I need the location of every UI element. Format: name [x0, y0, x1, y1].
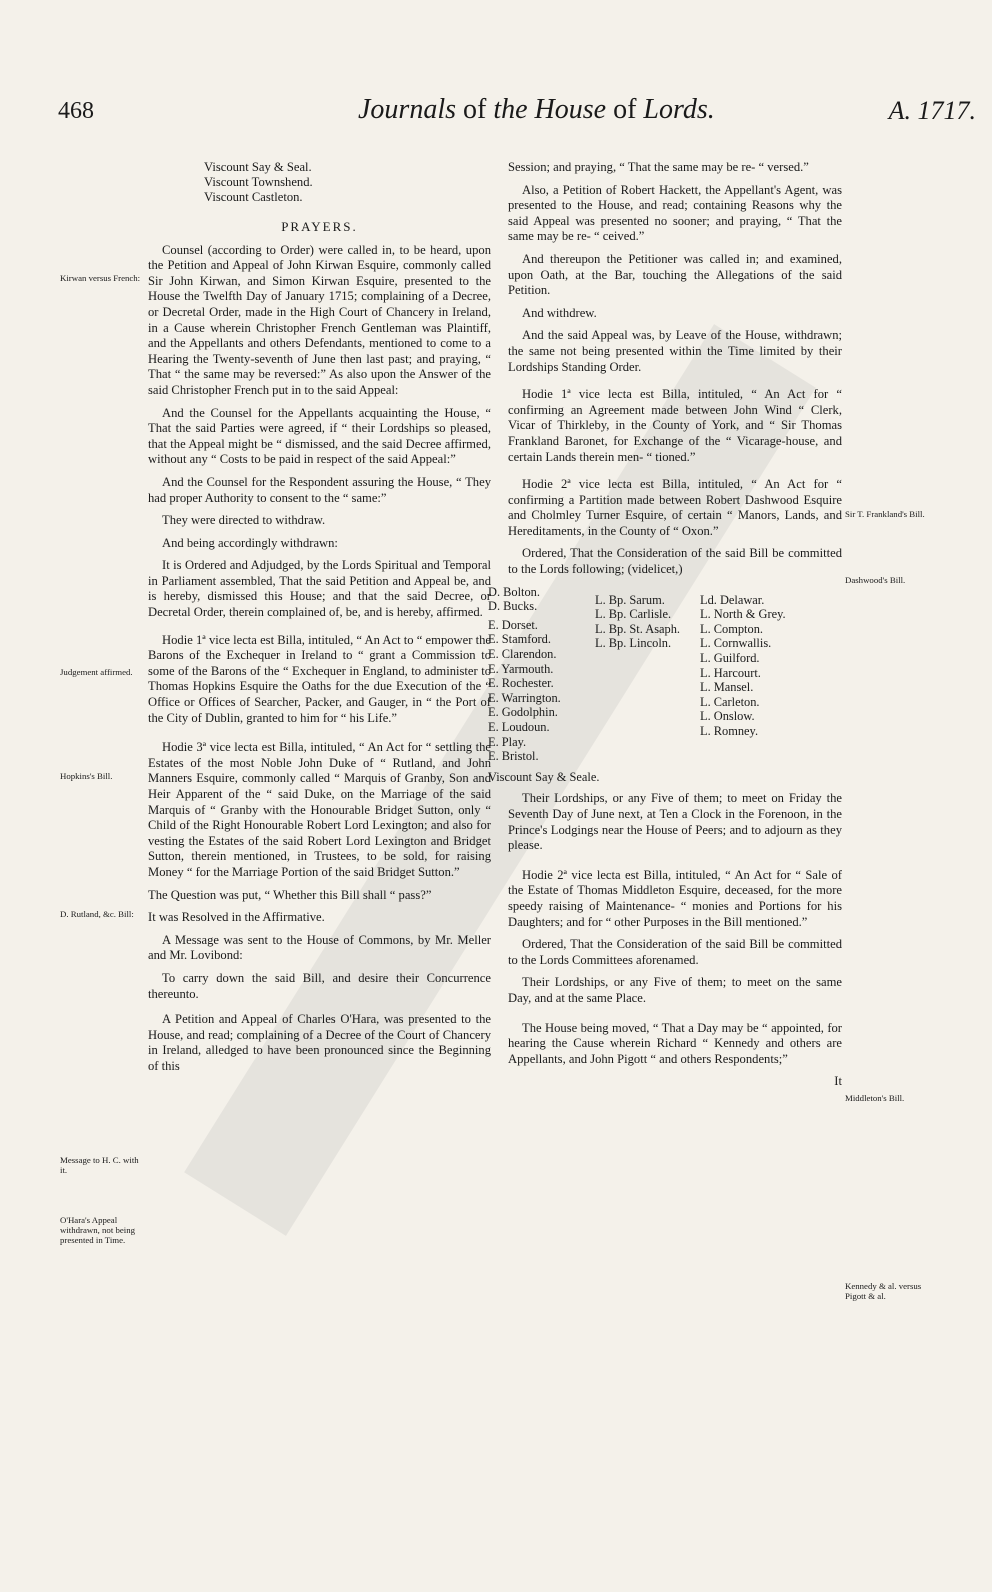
lord-entry: L. Cornwallis. — [700, 636, 772, 651]
lord-entry: Ld. Delawar. — [700, 592, 765, 607]
lord-entry: L. Guilford. — [700, 651, 760, 666]
title-of: of — [463, 94, 487, 125]
lord-entry: E. Yarmouth. — [488, 661, 554, 676]
hackett-paragraph: Also, a Petition of Robert Hackett, the Appellant's Agent, was presented to the House, and read; containing Reasons why the said Appeal was presented no sooner; and praying, “ That the same may be re- “ ceived.” — [508, 182, 842, 244]
kirwan-paragraph-2: And the Counsel for the Appellants acquainting the House, “ That the said Parties were agreed, if “ their Lordships so pleased, that the Appeal might be “ dismissed, and the said Decree affirmed, without any “ Costs to be paid in respect of the said Appeal:” — [148, 405, 491, 467]
margin-note-kirwan: Kirwan versus French: — [60, 273, 141, 283]
page-header — [58, 94, 976, 132]
judgement-paragraph: It is Ordered and Adjudged, by the Lords Spiritual and Temporal in Parliament assembled, That the said Petition and Appeal be, and is hereby, dismissed this House; and that the said Decree, or Decretal Order, therein complained of, be, and is hereby, affirmed. — [148, 558, 491, 620]
margin-note-rutland: D. Rutland, &c. Bill: — [60, 909, 134, 919]
lord-entry: L. Carleton. — [700, 694, 760, 709]
lord-entry: L. Bp. St. Asaph. — [595, 621, 681, 636]
withdrawn-paragraph: And the said Appeal was, by Leave of the House, withdrawn; the same not being presented within the Time limited by their Lordships Standing Order. — [508, 328, 842, 374]
left-column — [148, 160, 491, 1082]
carry-paragraph: To carry down the said Bill, and desire their Concurrence thereunto. — [148, 970, 491, 1001]
question-paragraph: The Question was put, “ Whether this Bill shall “ pass?” — [148, 887, 432, 902]
resolved-paragraph: It was Resolved in the Affirmative. — [148, 910, 325, 925]
lord-entry: L. Romney. — [700, 724, 759, 738]
running-title — [358, 94, 715, 126]
ordered-paragraph-2: Ordered, That the Consideration of the said Bill be committed to the Lords Committees aforenamed. — [508, 937, 842, 967]
lord-entry: E. Play. — [488, 734, 527, 749]
margin-note-message: Message to H. C. with it. — [60, 1155, 139, 1175]
lord-entry: L. Onslow. — [700, 709, 755, 724]
margin-note-dashwood: Dashwood's Bill. — [845, 575, 906, 585]
dashwood-bill-paragraph: Hodie 2ª vice lecta est Billa, intituled, “ An Act for “ confirming a Partition made between Robert Dashwood Esquire and Cholmley Turner Esquire, of certain “ Manors, Lands, and Hereditaments, in the County of “ Oxon.” — [508, 477, 842, 538]
viscount-say-seale: Viscount Say & Seale. — [488, 769, 600, 784]
lord-entry: E. Clarendon. — [488, 647, 557, 662]
lord-entry: L. Bp. Sarum. — [595, 592, 665, 607]
title-house: House — [534, 94, 607, 125]
lords-committee-list — [488, 585, 842, 764]
lord-entry — [595, 585, 700, 593]
continuation-paragraph: Session; and praying, “ That the same may be re- “ versed.” — [508, 160, 809, 174]
right-column — [488, 160, 842, 1090]
withdrew-paragraph: And withdrew. — [522, 305, 597, 320]
lord-entry: D. Bucks. — [488, 599, 538, 614]
frankland-bill-paragraph: Hodie 1ª vice lecta est Billa, intituled, “ An Act for “ confirming an Agreement made between John Wind “ Clerk, Vicar of Thirkleby, in the County of York, and “ Sir Thomas Frankland Baronet, for Exchange of the “ Vicarage-house, and certain Lands therein men- “ tioned.” — [508, 387, 842, 464]
page-number: 468 — [58, 98, 94, 124]
kennedy-paragraph: The House being moved, “ That a Day may be “ appointed, for hearing the Cause wherein Richard “ Kennedy and others are Appellants, and John Pigott “ and others Respondents;” — [508, 1020, 842, 1066]
lord-entry: L. Mansel. — [700, 680, 754, 695]
ohara-paragraph: A Petition and Appeal of Charles O'Hara, was presented to the House, and read; complaining of a Decree of the Court of Chancery in Ireland, alledged to have been pronounced since the Beginning of this — [148, 1012, 491, 1073]
title-the: the — [493, 94, 528, 125]
lord-entry: L. Bp. Lincoln. — [595, 636, 672, 651]
lord-entry: E. Warrington. — [488, 690, 561, 705]
margin-note-ohara: O'Hara's Appeal withdrawn, not being presented in Time. — [60, 1215, 136, 1245]
title-journals: Journals — [358, 94, 456, 125]
lord-entry: L. Compton. — [700, 621, 763, 636]
catchword: It — [834, 1074, 842, 1089]
prayers-heading: PRAYERS. — [281, 219, 358, 234]
lord-entry: E. Rochester. — [488, 676, 554, 691]
lord-entry: E. Dorset. — [488, 617, 538, 632]
examined-paragraph: And thereupon the Petitioner was called in; and examined, upon Oath, at the Bar, touching the Allegations of the said Petition. — [508, 251, 842, 298]
lords-column-2 — [595, 585, 700, 764]
lords-column-1 — [488, 585, 595, 764]
lords-column-3 — [700, 585, 820, 764]
lord-entry: E. Godolphin. — [488, 705, 558, 720]
middleton-bill-paragraph: Hodie 2ª vice lecta est Billa, intituled, “ An Act for “ Sale of the Estate of Thomas Middleton Esquire, deceased, for the more speedy raising of Maintenance- “ monies and Portions for his Daughters; and for “ other Purposes in the Bill mentioned.” — [508, 867, 842, 929]
margin-note-frankland: Sir T. Frankland's Bill. — [845, 509, 925, 519]
lord-entry: L. Bp. Carlisle. — [595, 607, 672, 622]
viscount-castleton: Viscount Castleton. — [204, 190, 303, 204]
meet-paragraph-1: Their Lordships, or any Five of them; to meet on Friday the Seventh Day of June next, at Ten a Clock in the Forenoon, in the Prince's Lodgings near the House of Peers; and to adjourn as they please. — [508, 791, 842, 853]
lord-entry — [700, 585, 820, 593]
ordered-paragraph-1: Ordered, That the Consideration of the said Bill be committed to the Lords following; (videlicet,) — [508, 546, 842, 577]
lord-entry: L. North & Grey. — [700, 607, 786, 622]
viscount-say: Viscount Say & Seal. — [204, 160, 312, 174]
lord-entry: E. Stamford. — [488, 632, 551, 647]
kirwan-paragraph-1: Counsel (according to Order) were called in, to be heard, upon the Petition and Appeal of John Kirwan Esquire, commonly called Sir John Kirwan, and Simon Kirwan Esquire, presented to the House the Twelfth Day of January 1715; complaining of a Decree, or Decretal Order, made in the High Court of Chancery in Ireland, in a Cause wherein Christopher French Gentleman was Plaintiff, and the Appellants and others Defendants, mentioned to come to a Hearing the Twenty-seventh of June then last past; and praying, “ That “ the same may be reversed:” As also upon the Answer of the said Christopher French put in to the said Appeal: — [148, 242, 491, 397]
meet-paragraph-2: Their Lordships, or any Five of them; to meet on the same Day, and at the same Place. — [508, 975, 842, 1005]
viscount-townshend: Viscount Townshend. — [204, 175, 313, 189]
margin-note-judgement: Judgement affirmed. — [60, 667, 133, 677]
lord-entry: E. Loudoun. — [488, 720, 550, 734]
rutland-bill-paragraph: Hodie 3ª vice lecta est Billa, intituled, “ An Act for “ settling the Estates of the most Noble John Duke of “ Rutland, and John Manners Esquire, commonly called “ Marquis of Granby, Son and Heir Apparent of the “ said Duke, on the Marriage of the said Marquis of “ Granby with the Honourable Bridget Sutton, only “ Child of the Right Honourable Robert Lord Lexington; and also for vesting the Estates of the said Robert Lord Lexington and Bridget Sutton, therein mentioned, in Trustees, to be sold, for raising Money “ for the Marriage Portion of the said Bridget Sutton.” — [148, 740, 491, 879]
message-paragraph: A Message was sent to the House of Commons, by Mr. Meller and Mr. Lovibond: — [148, 932, 491, 963]
kirwan-paragraph-3: And the Counsel for the Respondent assuring the House, “ They had proper Authority to consent to the “ same:” — [148, 474, 491, 505]
kirwan-paragraph-4: They were directed to withdraw. — [162, 513, 326, 528]
lord-entry: L. Harcourt. — [700, 665, 761, 680]
page-year: A. 1717. — [888, 96, 976, 125]
kirwan-paragraph-5: And being accordingly withdrawn: — [162, 535, 338, 550]
margin-note-hopkins: Hopkins's Bill. — [60, 771, 113, 781]
hopkins-bill-paragraph: Hodie 1ª vice lecta est Billa, intituled, “ An Act to “ empower the Barons of the Exchequer in Ireland to “ grant a Commission to some of the Barons of the “ Exchequer in England, to administer to Thomas Hopkins Esquire the Oaths for the due Execution of the “ Office or Offices of Searcher, Packer, and Gauger, in “ the Port of the City of Dublin, granted to him for “ his Life.” — [148, 632, 491, 725]
title-lords: Lords. — [643, 94, 715, 125]
lord-entry: E. Bristol. — [488, 749, 539, 764]
margin-note-middleton: Middleton's Bill. — [845, 1093, 905, 1103]
viscount-list — [148, 160, 491, 205]
margin-note-kennedy: Kennedy & al. versus Pigott & al. — [845, 1281, 922, 1301]
lord-entry: D. Bolton. — [488, 584, 540, 599]
title-of-2: of — [613, 94, 637, 125]
